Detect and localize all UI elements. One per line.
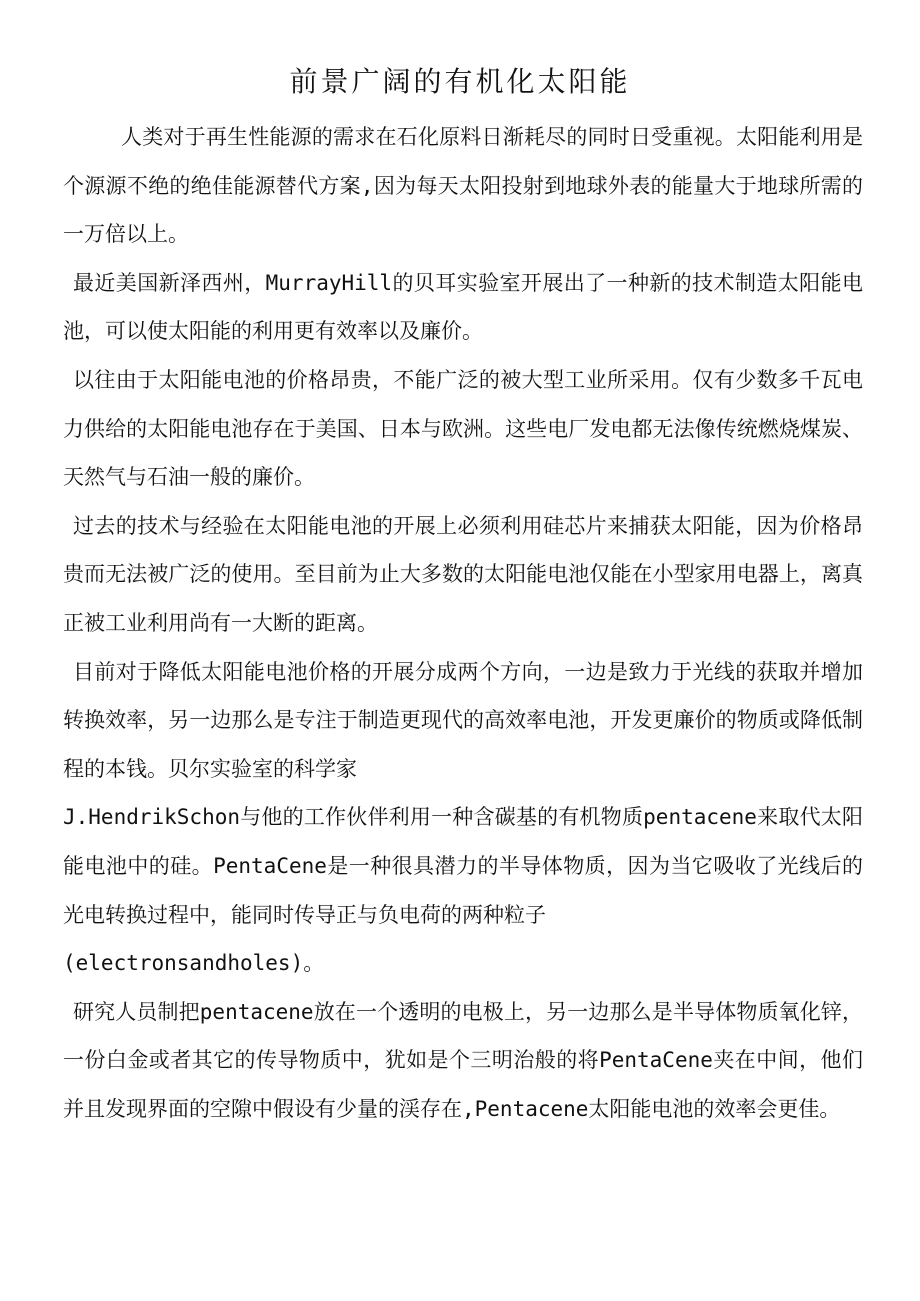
paragraph-6: J.HendrikSchon与他的工作伙伴利用一种含碳基的有机物质pentacene来取代太阳能电池中的硅。PentaCene是一种很具潜力的半导体物质，因为当它吸收了光线后的光电转换过程中，能同时传导正与负电荷的两种粒子 [63,805,863,927]
paragraph-7: (electronsandholes)。 [63,951,325,976]
paragraph-1: 人类对于再生性能源的需求在石化原料日渐耗尽的同时日受重视。太阳能利用是个源源不绝的绝佳能源替代方案,因为每天太阳投射到地球外表的能量大于地球所需的一万倍以上。 [63,125,863,247]
document-body [63,113,863,1133]
paragraph-3: 以往由于太阳能电池的价格昂贵，不能广泛的被大型工业所采用。仅有少数多千瓦电力供给的太阳能电池存在于美国、日本与欧洲。这些电厂发电都无法像传统燃烧煤炭、天然气与石油一般的廉价。 [63,367,863,490]
paragraph-4: 过去的技术与经验在太阳能电池的开展上必须利用硅芯片来捕获太阳能，因为价格昂贵而无法被广泛的使用。至目前为止大多数的太阳能电池仅能在小型家用电器上，离真正被工业利用尚有一大断的距离。 [63,513,863,635]
document-title: 前景广阔的有机化太阳能 [289,65,631,98]
paragraph-5: 目前对于降低太阳能电池价格的开展分成两个方向，一边是致力于光线的获取并增加转换效率，另一边那么是专注于制造更现代的高效率电池，开发更廉价的物质或降低制程的本钱。贝尔实验室的科学家 [63,659,863,781]
paragraph-2: 最近美国新泽西州，MurrayHill的贝耳实验室开展出了一种新的技术制造太阳能电池，可以使太阳能的利用更有效率以及廉价。 [63,270,863,344]
paragraph-8: 研究人员制把pentacene放在一个透明的电极上，另一边那么是半导体物质氧化锌，一份白金或者其它的传导物质中，犹如是个三明治般的将PentaCene夹在中间，他们并且发现界面的空隙中假设有少量的渓存在,Pentacene太阳能电池的效率会更佳。 [63,999,863,1121]
